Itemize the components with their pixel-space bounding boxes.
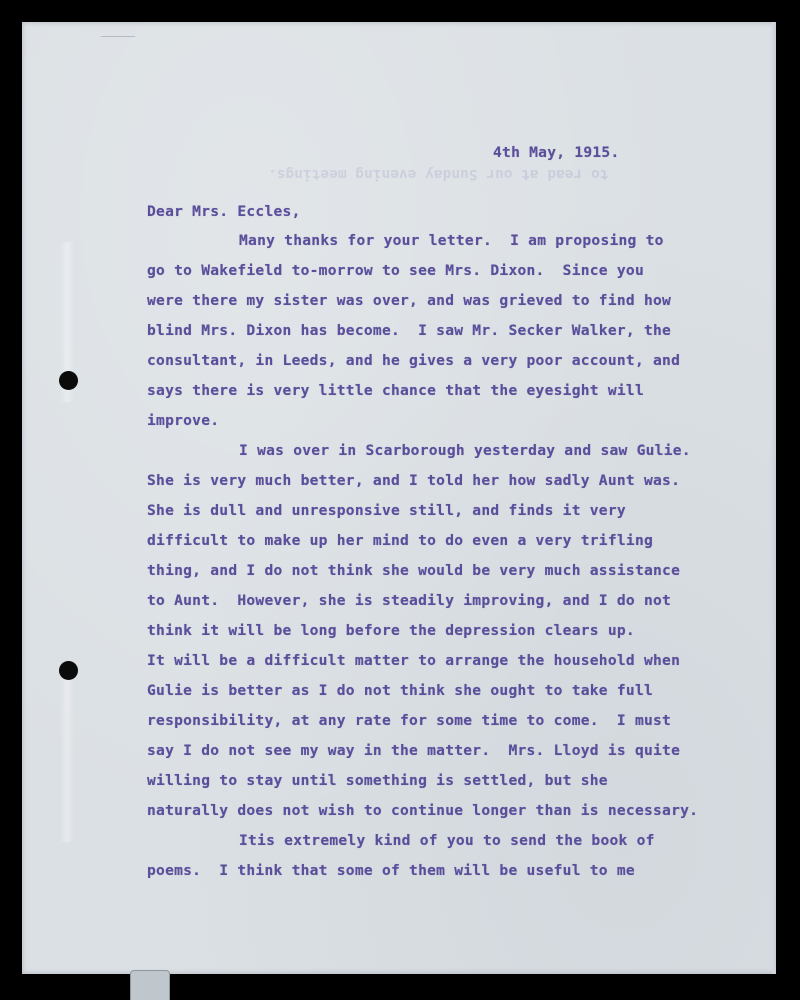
- letter-line: She is dull and unresponsive still, and finds it very: [147, 502, 626, 519]
- show-through-text: to read at our Sunday evening meetings.: [268, 166, 609, 182]
- scanner-clip: [130, 970, 170, 1000]
- letter-line: Itis extremely kind of you to send the book of: [239, 832, 655, 849]
- letter-line: think it will be long before the depression clears up.: [147, 622, 635, 639]
- punch-hole-upper: [59, 371, 78, 390]
- letter-line: willing to stay until something is settled, but she: [147, 772, 608, 789]
- letter-line: Many thanks for your letter. I am proposing to: [239, 232, 664, 249]
- letter-line: She is very much better, and I told her how sadly Aunt was.: [147, 472, 681, 489]
- folded-corner: [101, 22, 150, 37]
- letter-line: difficult to make up her mind to do even a very trifling: [147, 532, 654, 549]
- letter-line: to Aunt. However, she is steadily improving, and I do not: [147, 592, 672, 609]
- letter-line: Gulie is better as I do not think she ought to take full: [147, 682, 654, 699]
- paper-crease-lower: [60, 662, 74, 842]
- letter-date: 4th May, 1915.: [493, 144, 620, 161]
- letter-line: improve.: [147, 412, 220, 429]
- letter-line: were there my sister was over, and was grieved to find how: [147, 292, 672, 309]
- page-edge: [772, 22, 776, 974]
- letter-line: go to Wakefield to-morrow to see Mrs. Dixon. Since you: [147, 262, 644, 279]
- letter-line: It will be a difficult matter to arrange the household when: [147, 652, 681, 669]
- letter-line: responsibility, at any rate for some time to come. I must: [147, 712, 672, 729]
- letter-line: consultant, in Leeds, and he gives a very poor account, and: [147, 352, 681, 369]
- punch-hole-lower: [59, 661, 78, 680]
- letter-line: I was over in Scarborough yesterday and saw Gulie.: [239, 442, 691, 459]
- letter-salutation: Dear Mrs. Eccles,: [147, 203, 301, 220]
- letter-line: thing, and I do not think she would be very much assistance: [147, 562, 681, 579]
- letter-line: poems. I think that some of them will be useful to me: [147, 862, 635, 879]
- letter-line: blind Mrs. Dixon has become. I saw Mr. Secker Walker, the: [147, 322, 672, 339]
- letter-line: naturally does not wish to continue longer than is necessary.: [147, 802, 699, 819]
- letter-line: says there is very little chance that the eyesight will: [147, 382, 644, 399]
- letter-line: say I do not see my way in the matter. Mrs. Lloyd is quite: [147, 742, 681, 759]
